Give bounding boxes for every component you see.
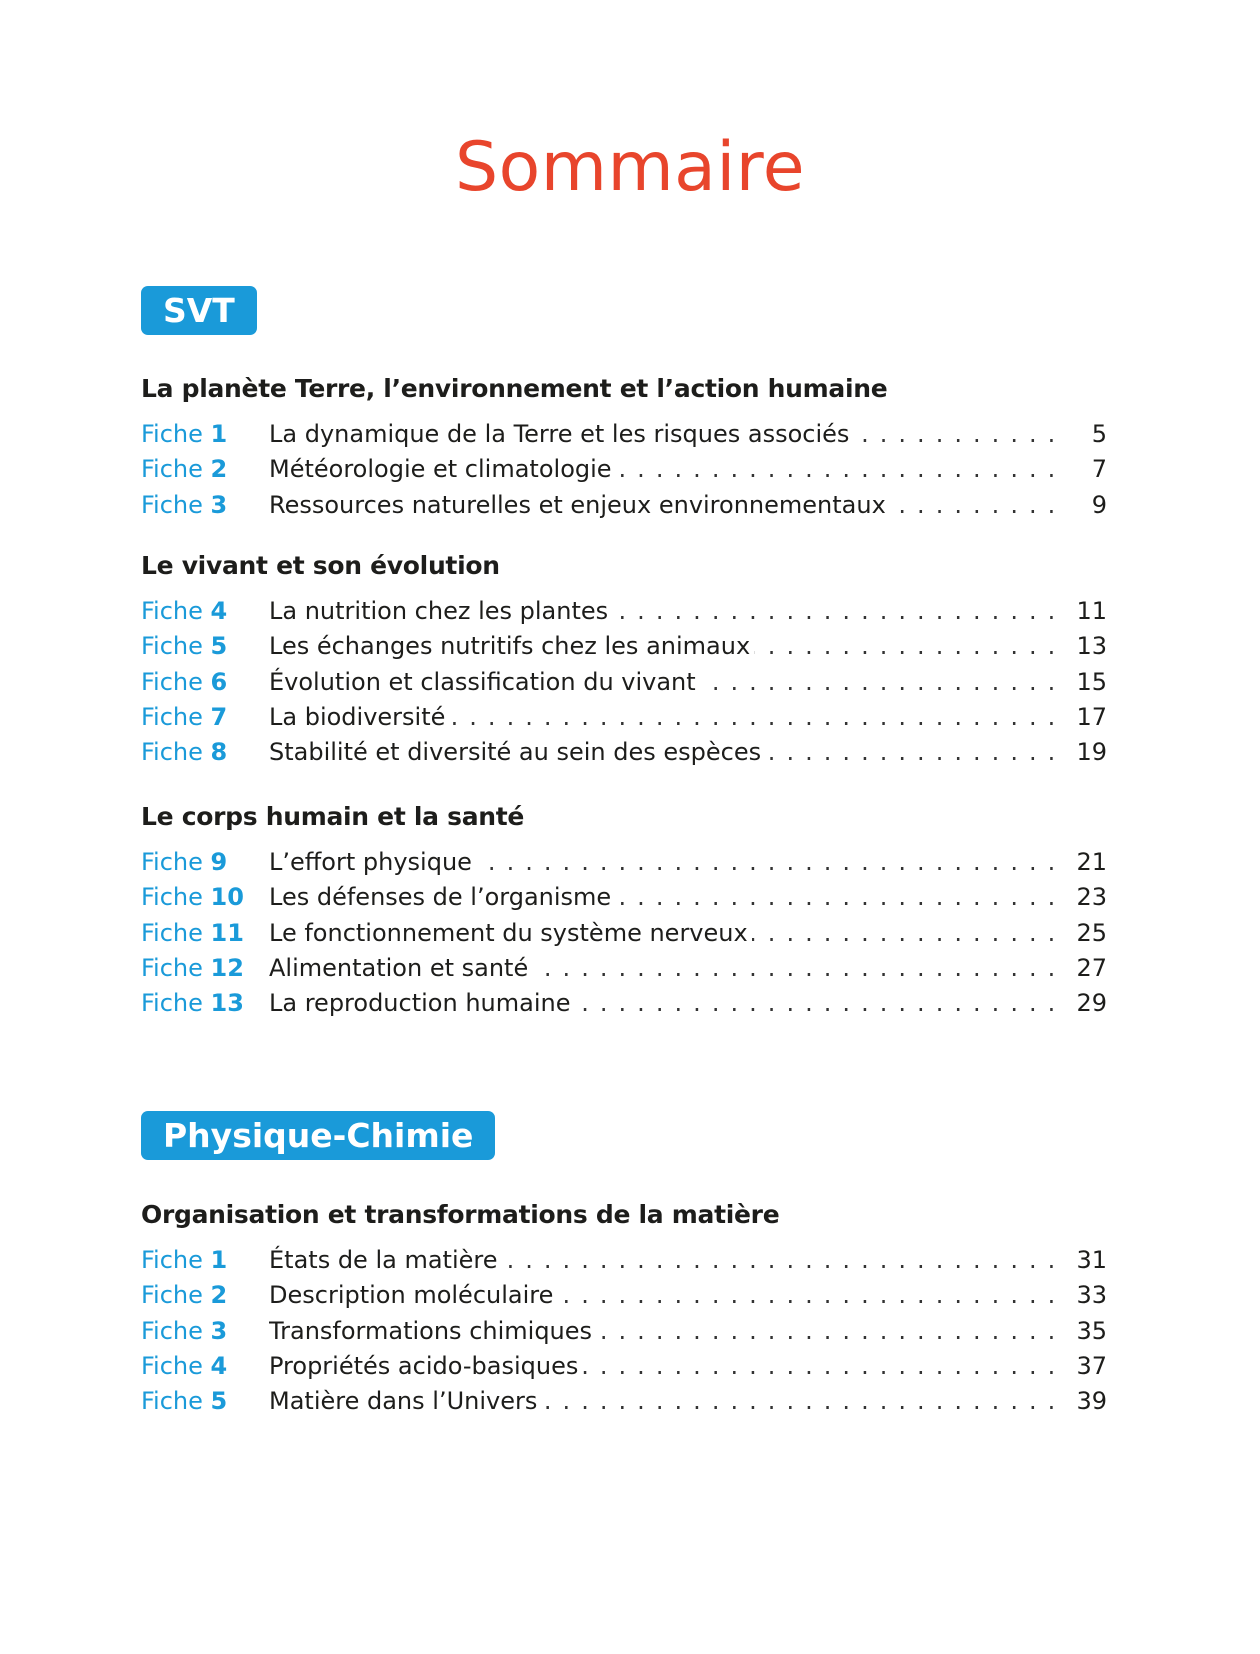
- fiche-number: Fiche 7: [141, 702, 228, 731]
- page-number: 15: [1076, 667, 1107, 696]
- toc-entry[interactable]: [141, 1349, 1107, 1384]
- fiche-num: 6: [210, 667, 228, 696]
- entry-title[interactable]: [269, 1243, 1057, 1278]
- group-heading: Le vivant et son évolution: [141, 551, 500, 580]
- toc-entry[interactable]: [141, 629, 1107, 664]
- toc-entry[interactable]: [141, 1278, 1107, 1313]
- fiche-num: 3: [210, 490, 228, 519]
- page-number: 29: [1076, 989, 1107, 1018]
- fiche-number: Fiche 10: [141, 883, 244, 912]
- entry-title-text: Évolution et classification du vivant: [269, 668, 700, 696]
- fiche-number: Fiche 1: [141, 1246, 228, 1274]
- group-heading: Le corps humain et la santé: [141, 802, 525, 831]
- section-badge: SVT: [141, 286, 257, 335]
- entry-title[interactable]: [269, 880, 1057, 915]
- entry-title-text: La reproduction humaine: [269, 989, 574, 1017]
- page-number: 19: [1076, 738, 1107, 767]
- group-heading: La planète Terre, l’environnement et l’action humaine: [141, 374, 888, 403]
- toc-entry[interactable]: [141, 488, 1107, 523]
- entry-title-text: L’effort physique: [269, 848, 476, 876]
- page-number: 9: [1091, 490, 1107, 519]
- entry-title-text: Transformations chimiques: [269, 1317, 596, 1345]
- entry-title[interactable]: [269, 845, 1057, 880]
- entry-title-text: La dynamique de la Terre et les risques associés: [269, 420, 853, 448]
- fiche-number: Fiche 5: [141, 632, 228, 661]
- toc-entry[interactable]: [141, 880, 1107, 915]
- entry-title[interactable]: [269, 665, 1057, 700]
- fiche-number: Fiche 12: [141, 953, 244, 982]
- page-number: 35: [1076, 1316, 1107, 1345]
- entry-title-text: Propriétés acido-basiques: [269, 1352, 582, 1380]
- page-number: 7: [1091, 455, 1107, 484]
- toc-entry[interactable]: [141, 594, 1107, 629]
- fiche-num: 8: [210, 738, 228, 767]
- fiche-num: 10: [210, 883, 244, 912]
- toc-entry[interactable]: [141, 1314, 1107, 1349]
- entry-title[interactable]: [269, 1314, 1057, 1349]
- group-heading: Organisation et transformations de la matière: [141, 1200, 780, 1229]
- entry-title[interactable]: [269, 594, 1057, 629]
- page-number: 21: [1076, 848, 1107, 876]
- entry-title-text: Le fonctionnement du système nerveux: [269, 919, 752, 947]
- page-number: 17: [1076, 702, 1107, 731]
- entry-title[interactable]: [269, 735, 1057, 770]
- fiche-num: 2: [210, 1281, 228, 1310]
- page-number: 25: [1076, 918, 1107, 947]
- fiche-num: 1: [210, 1246, 228, 1274]
- fiche-num: 2: [210, 455, 228, 484]
- entry-title[interactable]: [269, 1349, 1057, 1384]
- toc-entry[interactable]: [141, 1384, 1107, 1419]
- entry-title[interactable]: [269, 629, 1057, 664]
- toc-entry[interactable]: [141, 700, 1107, 735]
- page-number: 33: [1076, 1281, 1107, 1310]
- fiche-num: 3: [210, 1316, 228, 1345]
- page-number: 13: [1076, 632, 1107, 661]
- entry-title[interactable]: [269, 700, 1057, 735]
- entry-title[interactable]: [269, 488, 1057, 523]
- fiche-number: Fiche 3: [141, 1316, 228, 1345]
- fiche-num: 11: [210, 918, 244, 947]
- toc-entry[interactable]: [141, 665, 1107, 700]
- entry-title-text: Alimentation et santé: [269, 954, 532, 982]
- page-number: 31: [1076, 1246, 1107, 1274]
- fiche-number: Fiche 8: [141, 738, 228, 767]
- entry-title-text: La biodiversité: [269, 703, 449, 731]
- fiche-number: Fiche 2: [141, 1281, 228, 1310]
- fiche-number: Fiche 3: [141, 490, 228, 519]
- entry-title-text: Les échanges nutritifs chez les animaux: [269, 632, 754, 660]
- entry-title-text: Les défenses de l’organisme: [269, 883, 615, 911]
- entry-title[interactable]: [269, 452, 1057, 487]
- page-number: 23: [1076, 883, 1107, 912]
- toc-entry[interactable]: [141, 916, 1107, 951]
- entry-title[interactable]: [269, 951, 1057, 986]
- fiche-num: 13: [210, 989, 244, 1018]
- toc-entry[interactable]: [141, 1243, 1107, 1278]
- section-badge: Physique-Chimie: [141, 1111, 495, 1160]
- page-number: 11: [1076, 597, 1107, 625]
- toc-entry[interactable]: [141, 452, 1107, 487]
- fiche-num: 12: [210, 953, 244, 982]
- fiche-number: Fiche 4: [141, 597, 228, 625]
- entry-title[interactable]: [269, 986, 1057, 1021]
- page-title: Sommaire: [454, 127, 806, 207]
- entry-title-text: Météorologie et climatologie: [269, 455, 616, 483]
- toc-entry[interactable]: [141, 417, 1107, 452]
- entry-title-text: Description moléculaire: [269, 1281, 557, 1309]
- entry-title[interactable]: [269, 1278, 1057, 1313]
- fiche-num: 4: [210, 1351, 228, 1380]
- fiche-number: Fiche 4: [141, 1351, 228, 1380]
- fiche-num: 4: [210, 597, 228, 625]
- page-number: 39: [1076, 1387, 1107, 1416]
- entry-title-text: La nutrition chez les plantes: [269, 597, 612, 625]
- entry-title-text: Ressources naturelles et enjeux environnementaux: [269, 491, 890, 519]
- page-number: 5: [1091, 420, 1107, 448]
- fiche-number: Fiche 2: [141, 455, 228, 484]
- toc-entry[interactable]: [141, 735, 1107, 770]
- toc-entry[interactable]: [141, 986, 1107, 1021]
- fiche-number: Fiche 9: [141, 848, 228, 876]
- entry-title[interactable]: [269, 916, 1057, 951]
- entry-title[interactable]: [269, 417, 1057, 452]
- fiche-number: Fiche 13: [141, 989, 244, 1018]
- page-number: 27: [1076, 953, 1107, 982]
- entry-title-text: États de la matière: [269, 1246, 502, 1274]
- fiche-number: Fiche 11: [141, 918, 244, 947]
- page-number: 37: [1076, 1351, 1107, 1380]
- fiche-number: Fiche 6: [141, 667, 228, 696]
- fiche-num: 5: [210, 1387, 228, 1416]
- fiche-number: Fiche 5: [141, 1387, 228, 1416]
- entry-title-text: Matière dans l’Univers: [269, 1387, 541, 1415]
- fiche-num: 7: [210, 702, 228, 731]
- fiche-number: Fiche 1: [141, 420, 228, 448]
- entry-title-text: Stabilité et diversité au sein des espèces: [269, 738, 765, 766]
- toc-entry[interactable]: [141, 845, 1107, 880]
- toc-entry[interactable]: [141, 951, 1107, 986]
- fiche-num: 9: [210, 848, 228, 876]
- fiche-num: 1: [210, 420, 228, 448]
- entry-title[interactable]: [269, 1384, 1057, 1419]
- fiche-num: 5: [210, 632, 228, 661]
